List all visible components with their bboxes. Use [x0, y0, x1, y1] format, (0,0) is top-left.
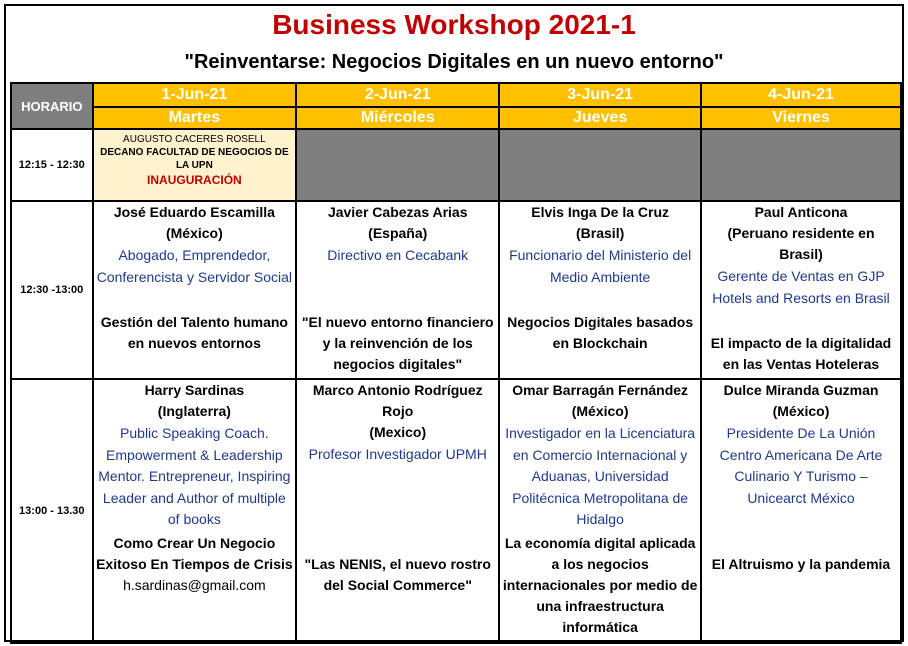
speaker-name: José Eduardo Escamilla: [113, 204, 275, 220]
day-date: 2-Jun-21: [296, 83, 499, 107]
inauguration-cell: [93, 129, 297, 201]
session-topic: Negocios Digitales basados en Blockchain: [507, 314, 694, 351]
session-cell: [701, 379, 901, 643]
session-cell: [701, 201, 901, 379]
empty-slot: [296, 129, 499, 201]
day-weekday: Martes: [93, 107, 297, 129]
schedule-row: [11, 201, 901, 379]
inauguration-role: DECANO FACULTAD DE NEGOCIOS DE LA UPN: [100, 147, 289, 171]
speaker-role: Profesor Investigador UPMH: [308, 446, 487, 462]
session-cell: [296, 379, 499, 643]
workshop-title: Business Workshop 2021-1: [272, 9, 636, 40]
speaker-name: Javier Cabezas Arias: [327, 204, 468, 220]
session-cell: [93, 201, 297, 379]
speaker-email: h.sardinas@gmail.com: [123, 576, 266, 593]
schedule-row: [11, 379, 901, 643]
speaker-name: Marco Antonio Rodríguez Rojo: [312, 382, 483, 419]
session-topic: Como Crear Un Negocio Exitoso En Tiempos de Crisis: [96, 534, 293, 572]
speaker-country: (México): [165, 225, 223, 241]
day-weekday: Miércoles: [296, 107, 499, 129]
session-topic: El Altruismo y la pandemia: [711, 556, 891, 572]
time-slot: 13:00 - 13.30: [11, 379, 93, 643]
schedule-document: [4, 4, 904, 642]
speaker-role: Investigador en la Licenciatura en Comercio Internacional y Aduanas, Universidad Politécnica Metropolitana de Hidalgo: [505, 425, 696, 527]
day-weekday: Viernes: [701, 107, 901, 129]
session-topic: El impacto de la digitalidad en las Ventas Hoteleras: [710, 335, 892, 372]
session-topic: "El nuevo entorno financiero y la reinvención de los negocios digitales": [301, 313, 494, 372]
speaker-country: (España): [368, 225, 428, 241]
session-topic: Gestión del Talento humano en nuevos entornos: [100, 314, 288, 351]
speaker-role: Directivo en Cecabank: [327, 247, 469, 263]
schedule-table: [10, 82, 902, 644]
speaker-name: Harry Sardinas: [144, 382, 245, 398]
time-slot: 12:15 - 12:30: [11, 129, 93, 201]
inauguration-label: INAUGURACIÓN: [147, 173, 242, 187]
speaker-country: (México): [571, 403, 629, 419]
inauguration-speaker: AUGUSTO CACERES ROSELL: [123, 134, 266, 145]
day-weekday: Jueves: [499, 107, 701, 129]
speaker-name: Dulce Miranda Guzman: [723, 382, 879, 398]
speaker-role: Presidente De La Unión Centro Americana De Arte Culinario Y Turismo – Unicearct México: [719, 425, 883, 506]
speaker-name: Paul Anticona: [754, 204, 848, 220]
day-date: 4-Jun-21: [701, 83, 901, 107]
day-date: 1-Jun-21: [93, 83, 297, 107]
schedule-row: [11, 129, 901, 201]
session-cell: [93, 379, 297, 643]
time-slot: 12:30 -13:00: [11, 201, 93, 379]
empty-slot: [499, 129, 701, 201]
horario-header: HORARIO: [11, 83, 93, 129]
speaker-role: Gerente de Ventas en GJP Hotels and Resorts en Brasil: [712, 268, 890, 306]
speaker-country: (Mexico): [369, 424, 427, 440]
day-date: 3-Jun-21: [499, 83, 701, 107]
workshop-subtitle: "Reinventarse: Negocios Digitales en un nuevo entorno": [184, 51, 724, 73]
speaker-name: Elvis Inga De la Cruz: [531, 204, 669, 220]
session-topic: La economía digital aplicada a los negocios internacionales por medio de una infraestructura informática: [502, 534, 698, 635]
empty-slot: [701, 129, 901, 201]
speaker-role: Abogado, Emprendedor, Conferencista y Servidor Social: [96, 247, 293, 285]
speaker-name: Omar Barragán Fernández: [512, 382, 689, 398]
session-cell: [499, 379, 701, 643]
speaker-country: (México): [772, 403, 830, 419]
session-topic: "Las NENIS, el nuevo rostro del Social Commerce": [304, 555, 491, 593]
speaker-country: (Inglaterra): [157, 403, 231, 419]
speaker-country: (Peruano residente en Brasil): [727, 225, 875, 262]
speaker-country: (Brasil): [576, 225, 625, 241]
speaker-role: Public Speaking Coach. Empowerment & Leadership Mentor. Entrepreneur, Inspiring Leader and Author of multiple of books: [98, 425, 291, 527]
session-cell: [296, 201, 499, 379]
speaker-role: Funcionario del Ministerio del Medio Ambiente: [509, 247, 692, 285]
session-cell: [499, 201, 701, 379]
